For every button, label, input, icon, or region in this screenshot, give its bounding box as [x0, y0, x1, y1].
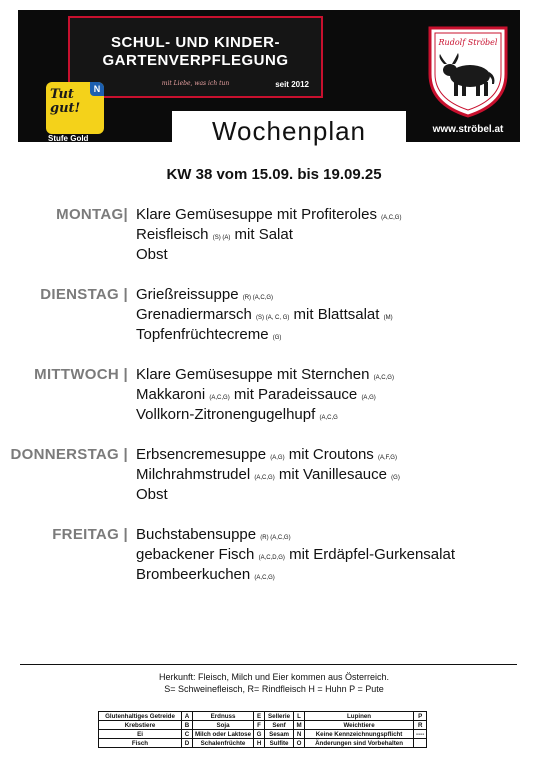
allergen-code: (M): [383, 315, 393, 321]
stroebel-logo-name: Rudolf Ströbel: [438, 38, 498, 47]
day-label: MITTWOCH |: [34, 366, 128, 383]
dish-text: mit Salat: [230, 226, 293, 243]
dish-text: Makkaroni: [136, 386, 210, 403]
allergen-letter: G: [254, 730, 265, 739]
dish-line: [136, 466, 400, 483]
dish-text: Obst: [136, 486, 168, 503]
header-banner: [18, 10, 520, 146]
allergen-name: Erdnuss: [193, 712, 254, 721]
allergen-name: Milch oder Laktose: [193, 730, 254, 739]
allergen-letter: C: [182, 730, 193, 739]
day-label: DONNERSTAG |: [10, 446, 128, 463]
allergen-letter: H: [254, 739, 265, 748]
allergen-code: (G): [272, 335, 282, 341]
dish-text: mit Vanillesauce: [274, 466, 392, 483]
stroebel-bull-logo: [426, 24, 510, 118]
page-title: Wochenplan: [211, 116, 367, 146]
allergen-name: Sesam: [265, 730, 294, 739]
dish-text: mit Paradeissauce: [229, 386, 362, 403]
allergen-code: (A,C,G): [373, 375, 394, 381]
allergen-letter: [414, 739, 427, 748]
dish-line: [136, 526, 291, 543]
allergen-name: Sulfite: [265, 739, 294, 748]
allergen-code: (S) (A, C, G): [256, 315, 290, 321]
allergen-code: (A,C,D,G): [258, 555, 285, 561]
allergen-code: (A,C,G): [254, 475, 275, 481]
allergen-letter: A: [182, 712, 193, 721]
dish-text: Vollkorn-Zitronengugelhupf: [136, 406, 320, 423]
allergen-row: [99, 739, 427, 748]
banner-tagline: mit Liebe, was ich tun: [161, 80, 230, 87]
day-label: DIENSTAG |: [40, 286, 128, 303]
allergen-code: (G): [391, 475, 400, 481]
dish-text: mit Croutons: [284, 446, 378, 463]
tut-gut-logo-text: Tut gut!: [50, 87, 81, 116]
allergen-code: (A,C,G: [319, 415, 338, 421]
allergen-letter: M: [294, 721, 305, 730]
dish-line: [136, 566, 275, 583]
dish-line: [136, 446, 397, 463]
allergen-name: Krebstiere: [99, 721, 182, 730]
allergen-name: Sellerie: [265, 712, 294, 721]
allergen-letter: P: [414, 712, 427, 721]
dish-text: Buchstabensuppe: [136, 526, 261, 543]
banner-title-line1: SCHUL- UND KINDER-: [111, 34, 280, 51]
dish-text: Obst: [136, 246, 168, 263]
allergen-code: (A,C,G): [381, 215, 402, 221]
dish-text: Topfenfrüchtecreme: [136, 326, 273, 343]
dish-line: [136, 406, 338, 423]
banner-title-line2: GARTENVERPFLEGUNG: [102, 52, 289, 69]
allergen-name: Senf: [265, 721, 294, 730]
dish-text: gebackener Fisch: [136, 546, 259, 563]
dish-line: [136, 306, 393, 323]
stroebel-url: www.ströbel.at: [432, 124, 504, 135]
dish-line: [136, 486, 168, 503]
dish-line: [136, 366, 394, 383]
allergen-row: [99, 712, 427, 721]
dish-line: [136, 246, 168, 263]
allergen-letter: ----: [414, 730, 427, 739]
allergen-code: (R) (A,C,G): [242, 295, 274, 301]
allergen-letter: R: [414, 721, 427, 730]
week-title: KW 38 vom 15.09. bis 19.09.25: [166, 166, 382, 183]
allergen-name: Weichtiere: [305, 721, 414, 730]
allergen-letter: E: [254, 712, 265, 721]
allergen-row: [99, 730, 427, 739]
dish-text: Reisfleisch: [136, 226, 213, 243]
tut-gut-logo: [46, 82, 104, 134]
allergen-code: (A,G): [361, 395, 376, 401]
dish-text: Grenadiermarsch: [136, 306, 257, 323]
footer-divider: [20, 664, 517, 665]
dish-text: mit Blattsalat: [289, 306, 384, 323]
allergen-code: (A,G): [270, 455, 285, 461]
dish-line: [136, 326, 281, 343]
allergen-name: Keine Kennzeichnungspflicht: [305, 730, 414, 739]
allergen-name: Ei: [99, 730, 182, 739]
dish-text: Klare Gemüsesuppe mit Sternchen: [136, 366, 374, 383]
dish-text: Klare Gemüsesuppe mit Profiteroles: [136, 206, 382, 223]
allergen-code: (A,C,G): [209, 395, 230, 401]
stufe-label: Stufe Gold: [48, 134, 89, 143]
allergen-name: Glutenhaltiges Getreide: [99, 712, 182, 721]
dish-text: Brombeerkuchen: [136, 566, 255, 583]
dish-text: mit Erdäpfel-Gurkensalat: [284, 546, 455, 563]
allergen-code: (A,F,G): [377, 455, 397, 461]
allergen-letter: O: [294, 739, 305, 748]
allergen-name: Soja: [193, 721, 254, 730]
allergen-letter: B: [182, 721, 193, 730]
allergen-table: [98, 711, 427, 748]
dish-line: [136, 226, 293, 243]
wochenplan-box: [172, 111, 406, 152]
allergen-letter: L: [294, 712, 305, 721]
allergen-name: Änderungen sind Vorbehalten: [305, 739, 414, 748]
dish-text: Milchrahmstrudel: [136, 466, 255, 483]
dish-line: [136, 286, 273, 303]
allergen-name: Schalenfrüchte: [193, 739, 254, 748]
tut-gut-badge: N: [90, 82, 104, 96]
dish-line: [136, 206, 401, 223]
meat-legend: S= Schweinefleisch, R= Rindfleisch H = Huhn P = Pute: [164, 684, 384, 694]
allergen-letter: F: [254, 721, 265, 730]
dish-text: Grießreissuppe: [136, 286, 243, 303]
dish-line: [136, 546, 455, 563]
banner-since: seit 2012: [275, 80, 309, 89]
origin-note: Herkunft: Fleisch, Milch und Eier kommen aus Österreich.: [158, 672, 390, 682]
allergen-name: Lupinen: [305, 712, 414, 721]
dish-line: [136, 386, 376, 403]
allergen-letter: D: [182, 739, 193, 748]
day-label: MONTAG|: [56, 206, 128, 223]
allergen-code: (S) (A): [212, 235, 231, 241]
allergen-letter: N: [294, 730, 305, 739]
allergen-code: (A,C,G): [254, 575, 275, 581]
allergen-code: (R) (A,C,G): [260, 535, 291, 541]
dish-text: Erbsencremesuppe: [136, 446, 271, 463]
allergen-name: Fisch: [99, 739, 182, 748]
day-label: FREITAG |: [52, 526, 128, 543]
allergen-row: [99, 721, 427, 730]
banner-box: [68, 16, 323, 98]
